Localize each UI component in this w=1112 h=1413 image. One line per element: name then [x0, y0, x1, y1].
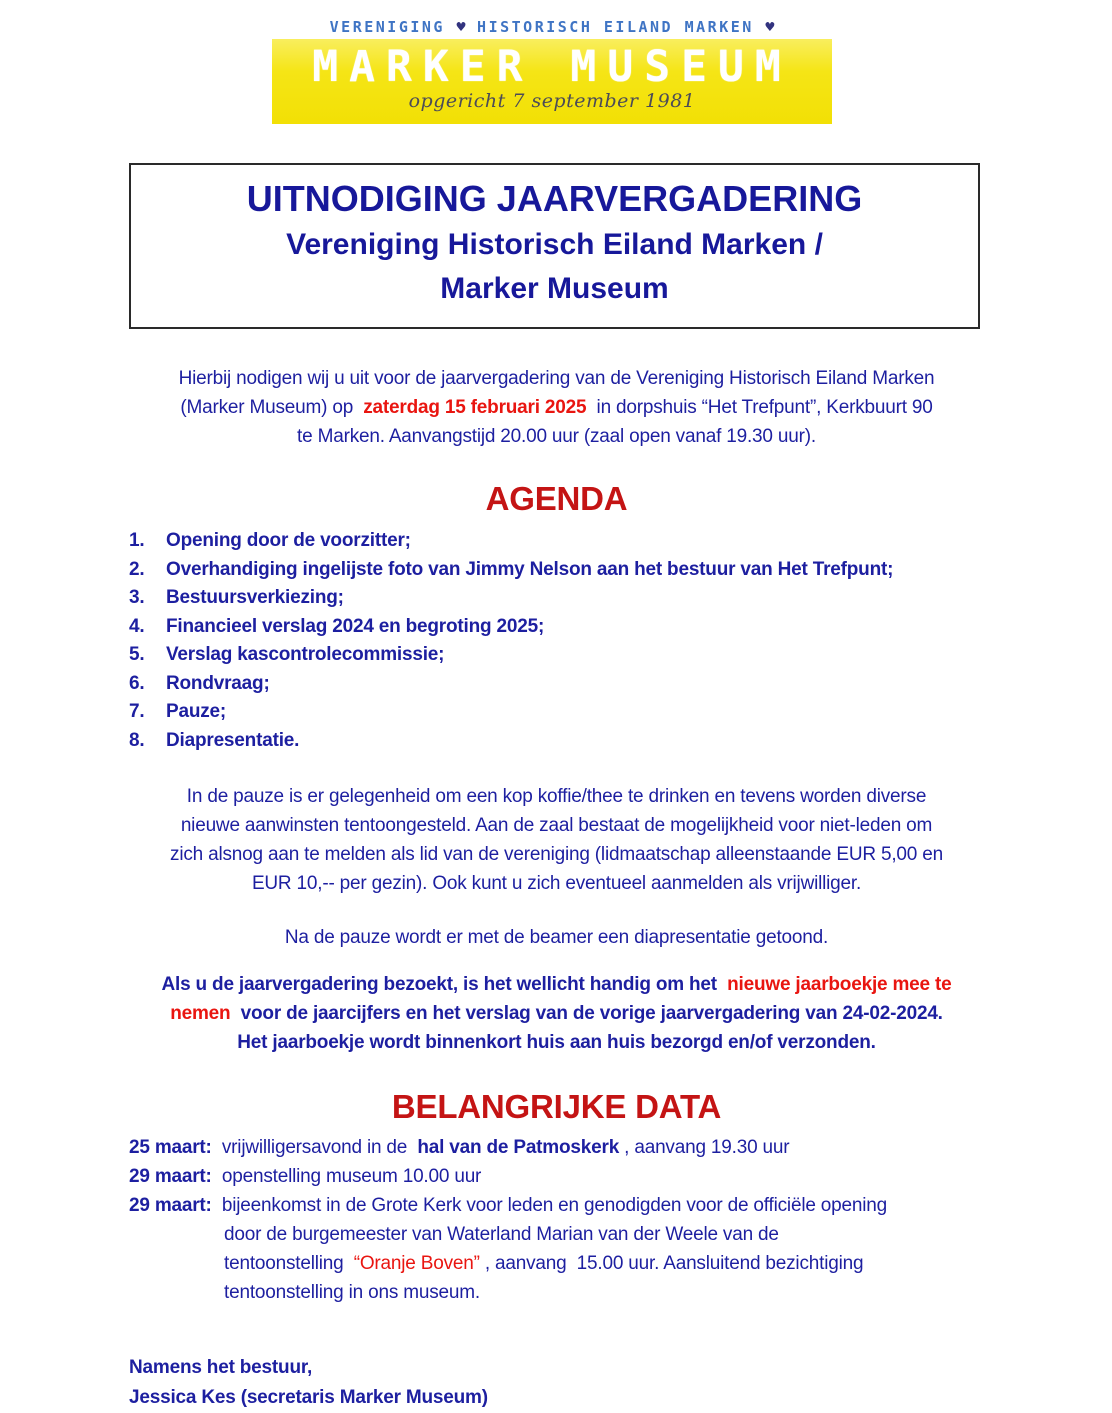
museum-banner [272, 18, 832, 124]
agenda-item [129, 727, 984, 756]
invitation-subtitle-line1: Vereniging Historisch Eiland Marken / [286, 228, 823, 261]
invitation-subtitle-line2: Marker Museum [440, 272, 669, 305]
date-text: openstelling museum 10.00 uur [216, 1166, 482, 1187]
intro-line2-prefix: (Marker Museum) op [180, 397, 359, 418]
pause-line-1: In de pauze is er gelegenheid om een kop koffie/thee te drinken en tevens worden diverse [186, 786, 927, 807]
agenda-item-number: 6. [129, 672, 145, 694]
yearbook-line-1 [129, 970, 984, 999]
agenda-item-number: 4. [129, 615, 145, 637]
date-text: , aanvang 15.00 uur. Aansluitend bezichtiging [484, 1253, 864, 1274]
pause-line-2: nieuwe aanwinsten tentoongesteld. Aan de zaal bestaat de mogelijkheid voor niet-leden om [180, 815, 933, 836]
agenda-item [129, 584, 984, 613]
pause-line-4: EUR 10,-- per gezin). Ook kunt u zich eventueel aanmelden als vrijwilliger. [251, 873, 862, 894]
agenda-item-number: 3. [129, 587, 145, 608]
agenda-item [129, 698, 984, 727]
agenda-item-text: Verslag kascontrolecommissie; [166, 644, 445, 665]
date-label: 29 maart: [129, 1195, 212, 1216]
agenda-item-text: Opening door de voorzitter; [166, 530, 411, 551]
agenda-item-number: 1. [129, 530, 145, 551]
document-body [129, 364, 984, 1413]
agenda-item-number: 5. [129, 644, 145, 665]
date-item-continuation-2 [129, 1249, 984, 1278]
banner-yellow-box [272, 39, 832, 124]
document-page [0, 18, 1112, 1413]
yearbook-line1-blue: Als u de jaarvergadering bezoekt, is het wellicht handig om het [161, 974, 723, 995]
date-label: 29 maart: [129, 1166, 212, 1187]
agenda-heading: AGENDA [485, 480, 628, 517]
agenda-item-number: 2. [129, 558, 145, 580]
date-text: tentoonstelling [224, 1253, 349, 1274]
agenda-item [129, 556, 984, 585]
agenda-item [129, 613, 984, 642]
yearbook-paragraph [129, 970, 984, 1057]
yearbook-line2-blue: voor de jaarcijfers en het verslag van de vorige jaarvergadering van 24-02-2024. [235, 1003, 943, 1024]
agenda-item-number: 8. [129, 729, 145, 751]
date-item-29-maart-kerk [129, 1191, 984, 1220]
intro-line2-suffix: in dorpshuis “Het Trefpunt”, Kerkbuurt 90 [591, 397, 933, 418]
signature-block [129, 1353, 984, 1413]
signature-line-2: Jessica Kes (secretaris Marker Museum) [129, 1387, 488, 1408]
heart-icon: ♥ [765, 18, 775, 36]
agenda-item-text: Financieel verslag 2024 en begroting 2025; [166, 615, 545, 637]
agenda-item-text: Pauze; [166, 701, 227, 722]
invitation-title-box [129, 163, 980, 329]
heart-icon: ♥ [456, 18, 466, 36]
beamer-paragraph: Na de pauze wordt er met de beamer een diapresentatie getoond. [284, 927, 829, 948]
museum-founded-subtitle: opgericht 7 september 1981 [408, 90, 696, 112]
agenda-item [129, 641, 984, 670]
pause-paragraph [129, 782, 984, 898]
signature-line-1: Namens het bestuur, [129, 1357, 313, 1378]
agenda-list [129, 527, 984, 755]
date-text: , aanvang 19.30 uur [624, 1137, 790, 1158]
intro-paragraph [129, 364, 984, 451]
intro-line-2 [129, 393, 984, 422]
date-item-25-maart [129, 1133, 984, 1162]
agenda-item-number: 7. [129, 701, 145, 722]
date-text: vrijwilligersavond in de [216, 1137, 413, 1158]
yearbook-line1-red: nieuwe jaarboekje mee te [727, 974, 952, 995]
date-label: 25 maart: [129, 1137, 212, 1158]
intro-line-3: te Marken. Aanvangstijd 20.00 uur (zaal open vanaf 19.30 uur). [297, 426, 816, 447]
date-text-bold: hal van de Patmoskerk [417, 1137, 620, 1158]
agenda-item [129, 527, 984, 556]
date-text: bijeenkomst in de Grote Kerk voor leden en genodigden voor de officiële opening [216, 1195, 888, 1216]
yearbook-line2-red: nemen [170, 1003, 231, 1024]
pause-line-3: zich alsnog aan te melden als lid van de vereniging (lidmaatschap alleenstaande EUR 5,00 en [170, 844, 943, 865]
agenda-item-text: Overhandiging ingelijste foto van Jimmy Nelson aan het bestuur van Het Trefpunt; [166, 558, 894, 580]
important-dates-heading: BELANGRIJKE DATA [391, 1088, 722, 1125]
invitation-title: UITNODIGING JAARVERGADERING [246, 178, 863, 219]
date-item-29-maart-museum [129, 1162, 984, 1191]
yearbook-line-2 [129, 999, 984, 1028]
agenda-item-text: Diapresentatie. [166, 729, 300, 751]
yearbook-line-3: Het jaarboekje wordt binnenkort huis aan huis bezorgd en/of verzonden. [237, 1032, 876, 1053]
exhibition-name-red: “Oranje Boven” [353, 1253, 480, 1274]
banner-association-line [272, 18, 832, 36]
banner-word-vereniging: VERENIGING [329, 18, 445, 36]
date-item-continuation-3: tentoonstelling in ons museum. [224, 1282, 480, 1303]
date-item-continuation-1: door de burgemeester van Waterland Marian van der Weele van de [224, 1224, 779, 1245]
intro-line-1: Hierbij nodigen wij u uit voor de jaarvergadering van de Vereniging Historisch Eiland Marken [178, 368, 935, 389]
agenda-item [129, 670, 984, 699]
important-dates-list [129, 1133, 984, 1307]
agenda-item-text: Rondvraag; [166, 672, 270, 694]
meeting-date-highlight: zaterdag 15 februari 2025 [363, 397, 587, 418]
agenda-item-text: Bestuursverkiezing; [166, 587, 344, 608]
museum-logo-title: MARKER MUSEUM [312, 42, 792, 92]
banner-word-historisch-eiland-marken: HISTORISCH EILAND MARKEN [477, 18, 754, 36]
